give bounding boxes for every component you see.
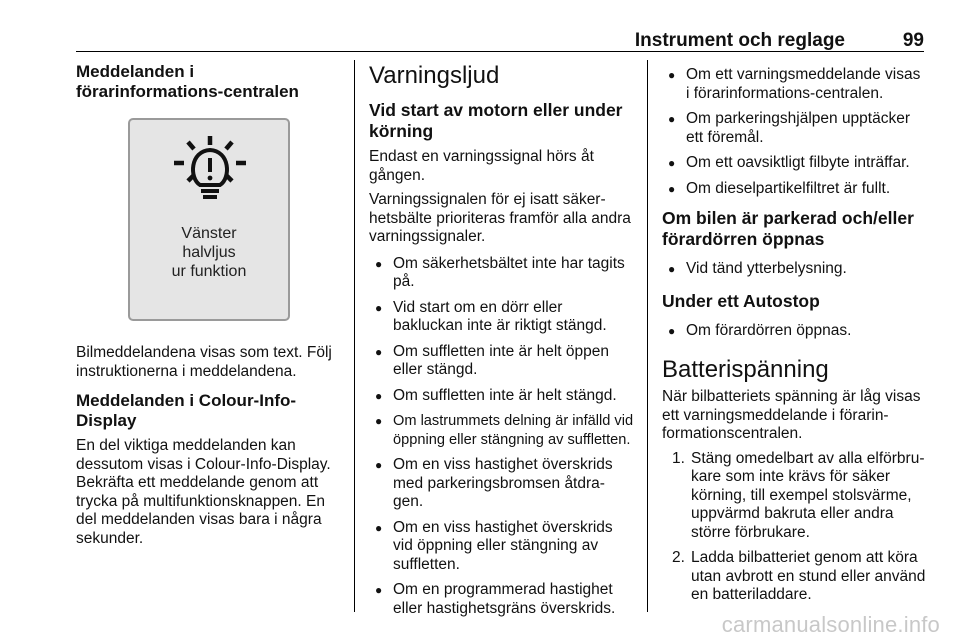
subheading-autostop: Under ett Autostop: [662, 290, 820, 311]
column-divider-2: [647, 60, 648, 612]
watermark: carmanualsonline.info: [721, 612, 940, 637]
column-divider-1: [354, 60, 355, 612]
page-number: 99: [902, 30, 924, 51]
paragraph-colour-info: En del viktiga meddelanden kan dessutom visas i Colour-Info-Display. Bekräfta ett meddelande genom att trycka på multifunktionsknappen. En del meddelanden visas bara i några sekunder.: [76, 437, 331, 547]
section-title-warning-chimes: Varningsljud: [369, 62, 500, 89]
step-number: 1.: [672, 449, 685, 467]
header-rule: [76, 51, 924, 52]
parked-conditions-list: [662, 260, 928, 279]
figure-display: [76, 110, 342, 328]
section-heading-driver-info: Meddelanden i förarinformations-centralen: [76, 62, 299, 101]
bulb-warning-icon: [171, 134, 249, 200]
list-item: ● Vid start om en dörr eller bakluckan inte är riktigt stängd.: [369, 299, 635, 336]
column-3: [662, 66, 928, 612]
list-item: ● Om ett oavsiktligt filbyte inträffar.: [662, 154, 928, 173]
subheading-parked: Om bilen är parkerad och/eller förardörren öppnas: [662, 208, 914, 249]
paragraph-battery-low: När bilbatteriets spänning är låg visas ett varningsmeddelande i förarin-formationscentralen.: [662, 388, 921, 442]
list-item: ● Om dieselpartikelfiltret är fullt.: [662, 180, 928, 199]
list-item: ● Om suffletten inte är helt stängd.: [369, 387, 635, 406]
list-item: ● Om parkeringshjälpen upptäcker ett föremål.: [662, 110, 928, 147]
list-item: ● Om ett varningsmeddelande visas i förarinformations-centralen.: [662, 66, 928, 103]
display-message: [130, 224, 288, 281]
display-line-1: Vänster: [181, 224, 237, 242]
list-item: ● Om säkerhetsbältet inte har tagits på.: [369, 255, 635, 292]
list-item: ● Om lastrummets delning är infälld vid öppning eller stängning av suffletten.: [369, 412, 635, 449]
battery-steps-list: [672, 450, 928, 605]
section-heading-colour-info: Meddelanden i Colour-Info-Display: [76, 391, 297, 430]
paragraph-messages-text: Bilmeddelandena visas som text. Följ instruktionerna i meddelandena.: [76, 344, 332, 380]
step-text: Stäng omedelbart av alla elförbru-kare som inte krävs för säker körning, till exempel stolsvärme, uppvärmd bakruta eller andra större förbrukare.: [691, 449, 925, 541]
page-header: [0, 0, 960, 52]
warning-conditions-list-continued: [662, 66, 928, 198]
list-item: ● Om förardörren öppnas.: [662, 322, 928, 341]
list-item: ● Om en programmerad hastighet eller hastighetsgräns överskrids.: [369, 581, 635, 618]
list-item: ● Om en viss hastighet överskrids med parkeringsbromsen åtdra-gen.: [369, 456, 635, 512]
step-text: Ladda bilbatteriet genom att köra utan avbrott en stund eller använd en batteriladdare.: [691, 549, 926, 603]
section-title-battery-voltage: Batterispänning: [662, 356, 829, 383]
header-title: Instrument och reglage: [634, 30, 845, 51]
list-item: ● Vid tänd ytterbelysning.: [662, 260, 928, 279]
column-1: [76, 62, 342, 554]
step-number: 2.: [672, 549, 685, 566]
autostop-conditions-list: [662, 322, 928, 341]
list-item: [672, 549, 928, 605]
paragraph-one-signal: Endast en varningssignal hörs åt gången.: [369, 148, 594, 184]
display-line-2: halvljus: [182, 243, 236, 261]
list-item: ● Om en viss hastighet överskrids vid öppning eller stängning av suffletten.: [369, 519, 635, 575]
list-item: ● Om suffletten inte är helt öppen eller stängd.: [369, 343, 635, 380]
display-line-3: ur funktion: [171, 262, 247, 280]
paragraph-seatbelt-priority: Varningssignalen för ej isatt säker-hetsbälte prioriteras framför alla andra varningssignaler.: [369, 191, 631, 245]
subheading-start-driving: Vid start av motorn eller under körning: [369, 100, 623, 141]
warning-conditions-list: [369, 255, 635, 619]
info-display-panel: [128, 118, 290, 321]
list-item: [672, 450, 928, 543]
column-2: [369, 62, 635, 625]
